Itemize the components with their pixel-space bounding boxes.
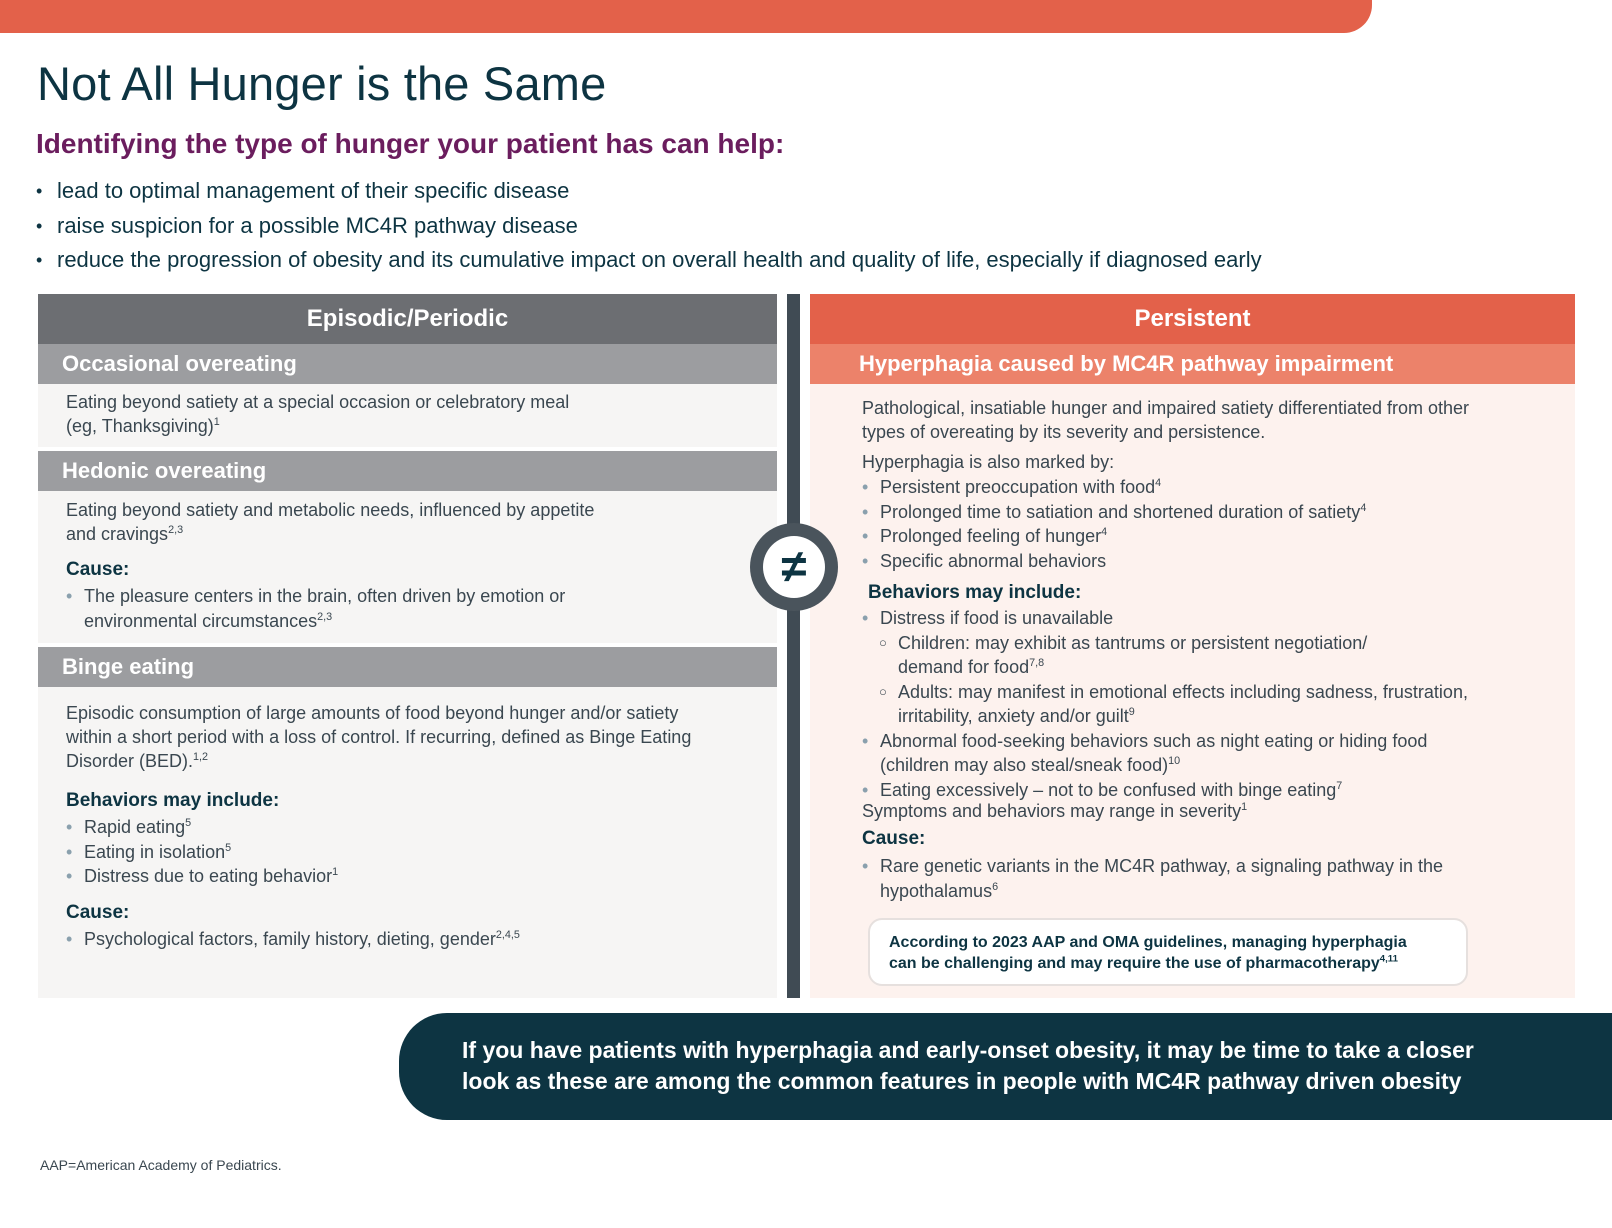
persistent-column: [810, 294, 1575, 998]
list-item: • Abnormal food-seeking behaviors such as night eating or hiding food (children may also steal/sneak food)$^{10}$: [862, 729, 1468, 778]
hyperphagia-intro: Pathological, insatiable hunger and impaired satiety differentiated from other types of overeating by its severity and persistence.: [862, 398, 1470, 442]
list-item: • Psychological factors, family history, dieting, gender$^{2,4,5}$: [66, 927, 520, 952]
page-title: Not All Hunger is the Same: [37, 57, 607, 110]
episodic-header: Episodic/Periodic: [38, 294, 777, 344]
list-item: • Prolonged feeling of hunger$^4$: [862, 524, 1366, 549]
subtitle: Identifying the type of hunger your patient has can help:: [36, 128, 785, 159]
hyperphagia-cause-list: [862, 854, 1443, 903]
list-item: • Persistent preoccupation with food$^4$: [862, 475, 1366, 500]
severity-text: Symptoms and behaviors may range in severity$^1$: [862, 801, 1248, 821]
intro-bullet-list: [36, 177, 1262, 281]
list-item: • Distress due to eating behavior$^1$: [66, 864, 338, 889]
list-item: • Prolonged time to satiation and shortened duration of satiety$^4$: [862, 500, 1366, 525]
hedonic-overeating-title: Hedonic overeating: [38, 451, 777, 491]
intro-bullet: • raise suspicion for a possible MC4R pathway disease: [36, 212, 1262, 247]
hyperphagia-behaviors-list: [862, 606, 1468, 802]
guidelines-callout: According to 2023 AAP and OMA guidelines, managing hyperphagia can be challenging and may require the use of pharmacotherapy$^{4,11}$: [868, 918, 1468, 986]
binge-cause-list: [66, 927, 520, 952]
hyperphagia-behaviors-label: Behaviors may include:: [868, 582, 1082, 603]
list-item: • Eating in isolation$^5$: [66, 840, 338, 865]
binge-behaviors-label: Behaviors may include:: [66, 790, 280, 811]
hedonic-overeating-text: Eating beyond satiety and metabolic needs, influenced by appetite and cravings$^{2,3}$: [66, 500, 595, 544]
binge-eating-text: Episodic consumption of large amounts of food beyond hunger and/or satiety within a short period with a loss of control. If recurring, defined as Binge Eating Disorder (BED).$^{1,2}$: [66, 703, 692, 771]
binge-cause-label: Cause:: [66, 902, 130, 923]
list-item: • Rare genetic variants in the MC4R pathway, a signaling pathway in the hypothalamus$^6$: [862, 854, 1443, 903]
intro-bullet: • reduce the progression of obesity and its cumulative impact on overall health and quality of life, especially if diagnosed early: [36, 246, 1262, 281]
list-item: • Distress if food is unavailable: [862, 606, 1468, 631]
persistent-header: Persistent: [810, 294, 1575, 344]
binge-behaviors-list: [66, 815, 338, 889]
sub-list-item: ○ Children: may exhibit as tantrums or persistent negotiation/ demand for food$^{7,8}$: [862, 631, 1468, 680]
list-item: • Eating excessively – not to be confused with binge eating$^7$: [862, 778, 1468, 803]
list-item: • Rapid eating$^5$: [66, 815, 338, 840]
hyperphagia-cause-label: Cause:: [862, 828, 926, 849]
not-equal-icon: ≠: [750, 523, 838, 611]
hyperphagia-title: Hyperphagia caused by MC4R pathway impairment: [810, 344, 1575, 384]
column-divider: [787, 294, 800, 998]
sub-list-item: ○ Adults: may manifest in emotional effects including sadness, frustration, irritability, anxiety and/or guilt$^9$: [862, 680, 1468, 729]
intro-bullet: • lead to optimal management of their specific disease: [36, 177, 1262, 212]
hedonic-cause-list: [66, 584, 565, 633]
hyperphagia-marks-list: [862, 475, 1366, 573]
top-accent-bar: [0, 0, 1372, 33]
occasional-overeating-title: Occasional overeating: [38, 344, 777, 384]
call-to-action-banner: If you have patients with hyperphagia and early-onset obesity, it may be time to take a closer look as these are among the common features in people with MC4R pathway driven obesity: [399, 1013, 1612, 1120]
episodic-column: [38, 294, 777, 998]
hedonic-cause-label: Cause:: [66, 559, 130, 580]
footnote: AAP=American Academy of Pediatrics.: [40, 1157, 282, 1173]
list-item: • The pleasure centers in the brain, often driven by emotion or environmental circumstances$^{2,3}$: [66, 584, 565, 633]
marked-by-text: Hyperphagia is also marked by:: [862, 452, 1115, 472]
occasional-overeating-text: Eating beyond satiety at a special occasion or celebratory meal (eg, Thanksgiving)$^1$: [66, 392, 570, 436]
binge-eating-title: Binge eating: [38, 647, 777, 687]
list-item: • Specific abnormal behaviors: [862, 549, 1366, 574]
